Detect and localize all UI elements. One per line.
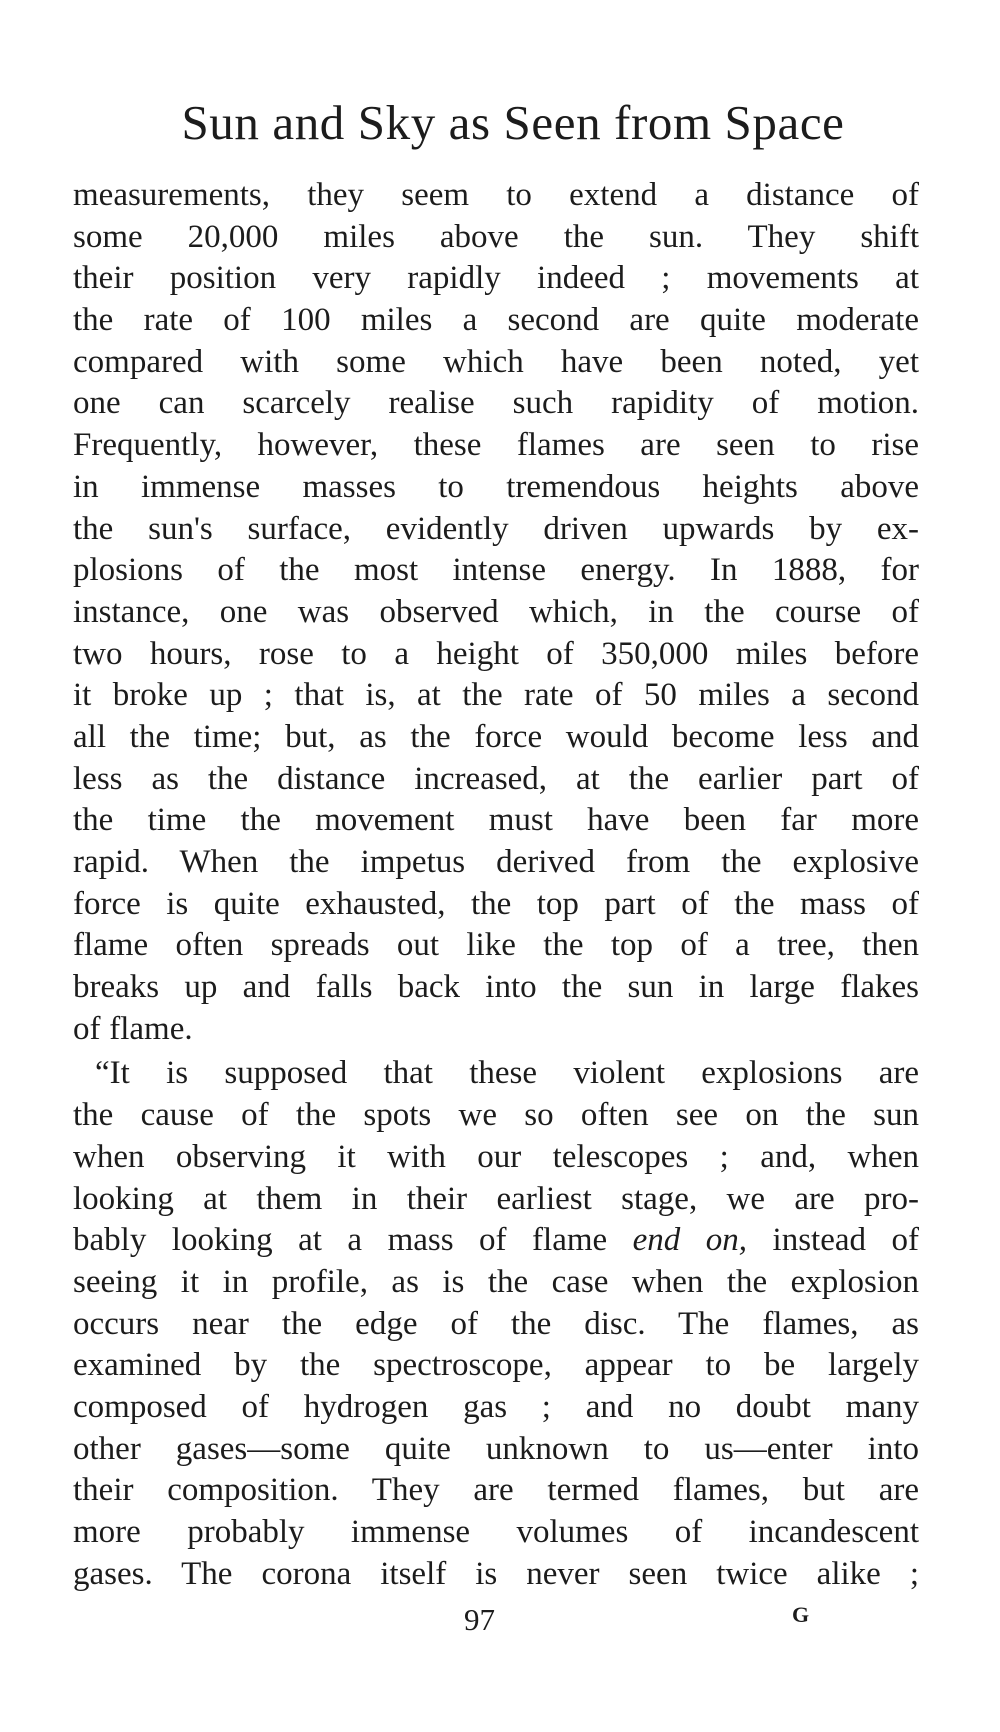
- text-line: other gases—some quite unknown to us—enter into: [73, 1430, 919, 1467]
- text-line: seeing it in profile, as is the case when the explosion: [73, 1263, 919, 1300]
- text-line: two hours, rose to a height of 350,000 miles before: [73, 635, 919, 672]
- text-line: composed of hydrogen gas ; and no doubt many: [73, 1388, 919, 1425]
- text-line-with-italic: [73, 1220, 919, 1262]
- text-line: occurs near the edge of the disc. The flames, as: [73, 1305, 919, 1342]
- text-line: some 20,000 miles above the sun. They shift: [73, 218, 919, 255]
- text-line: when observing it with our telescopes ; and, when: [73, 1138, 919, 1175]
- text-line: plosions of the most intense energy. In 1888, for: [73, 552, 919, 589]
- signature-mark: G: [792, 1602, 810, 1627]
- text-line: breaks up and falls back into the sun in large flakes: [73, 969, 919, 1006]
- text-line: the cause of the spots we so often see on the sun: [73, 1097, 919, 1134]
- text-line: one can scarcely realise such rapidity of motion.: [73, 385, 919, 422]
- text-line: compared with some which have been noted, yet: [73, 343, 919, 380]
- body-text: [73, 175, 919, 1595]
- paragraph-1: [73, 175, 919, 1050]
- text-line: their composition. They are termed flames, but are: [73, 1472, 919, 1509]
- text-line: instance, one was observed which, in the course of: [73, 593, 919, 630]
- text-line: looking at them in their earliest stage, we are pro-: [73, 1180, 919, 1217]
- text-line: measurements, they seem to extend a distance of: [73, 177, 919, 213]
- text-segment: instead of: [747, 1222, 919, 1259]
- text-line: their position very rapidly indeed ; movements at: [73, 260, 919, 297]
- running-head-title: Sun and Sky as Seen from Space: [181, 95, 845, 150]
- italic-phrase: end on,: [632, 1222, 748, 1259]
- text-line: rapid. When the impetus derived from the explosive: [73, 844, 919, 880]
- text-line: in immense masses to tremendous heights above: [73, 468, 919, 505]
- text-line: more probably immense volumes of incandescent: [73, 1514, 919, 1550]
- text-line: the rate of 100 miles a second are quite moderate: [73, 302, 919, 339]
- text-line: all the time; but, as the force would become less and: [73, 718, 919, 755]
- text-line: examined by the spectroscope, appear to be largely: [73, 1347, 919, 1384]
- text-line: it broke up ; that is, at the rate of 50 miles a second: [73, 677, 919, 714]
- text-line: gases. The corona itself is never seen twice alike ;: [73, 1555, 919, 1592]
- text-line: the time the movement must have been far more: [73, 802, 919, 839]
- text-line: less as the distance increased, at the earlier part of: [73, 760, 919, 797]
- text-line: Frequently, however, these flames are seen to rise: [73, 427, 919, 464]
- paragraph-2: [73, 1053, 919, 1595]
- text-segment: bably looking at a mass of flame: [73, 1222, 633, 1259]
- text-line: of flame.: [73, 1010, 193, 1047]
- text-line: force is quite exhausted, the top part of the mass of: [73, 885, 919, 922]
- text-line: flame often spreads out like the top of a tree, then: [73, 927, 919, 964]
- text-line: “It is supposed that these violent explosions are: [95, 1055, 919, 1092]
- page-number: 97: [464, 1602, 495, 1637]
- text-line: the sun's surface, evidently driven upwards by ex-: [73, 510, 919, 547]
